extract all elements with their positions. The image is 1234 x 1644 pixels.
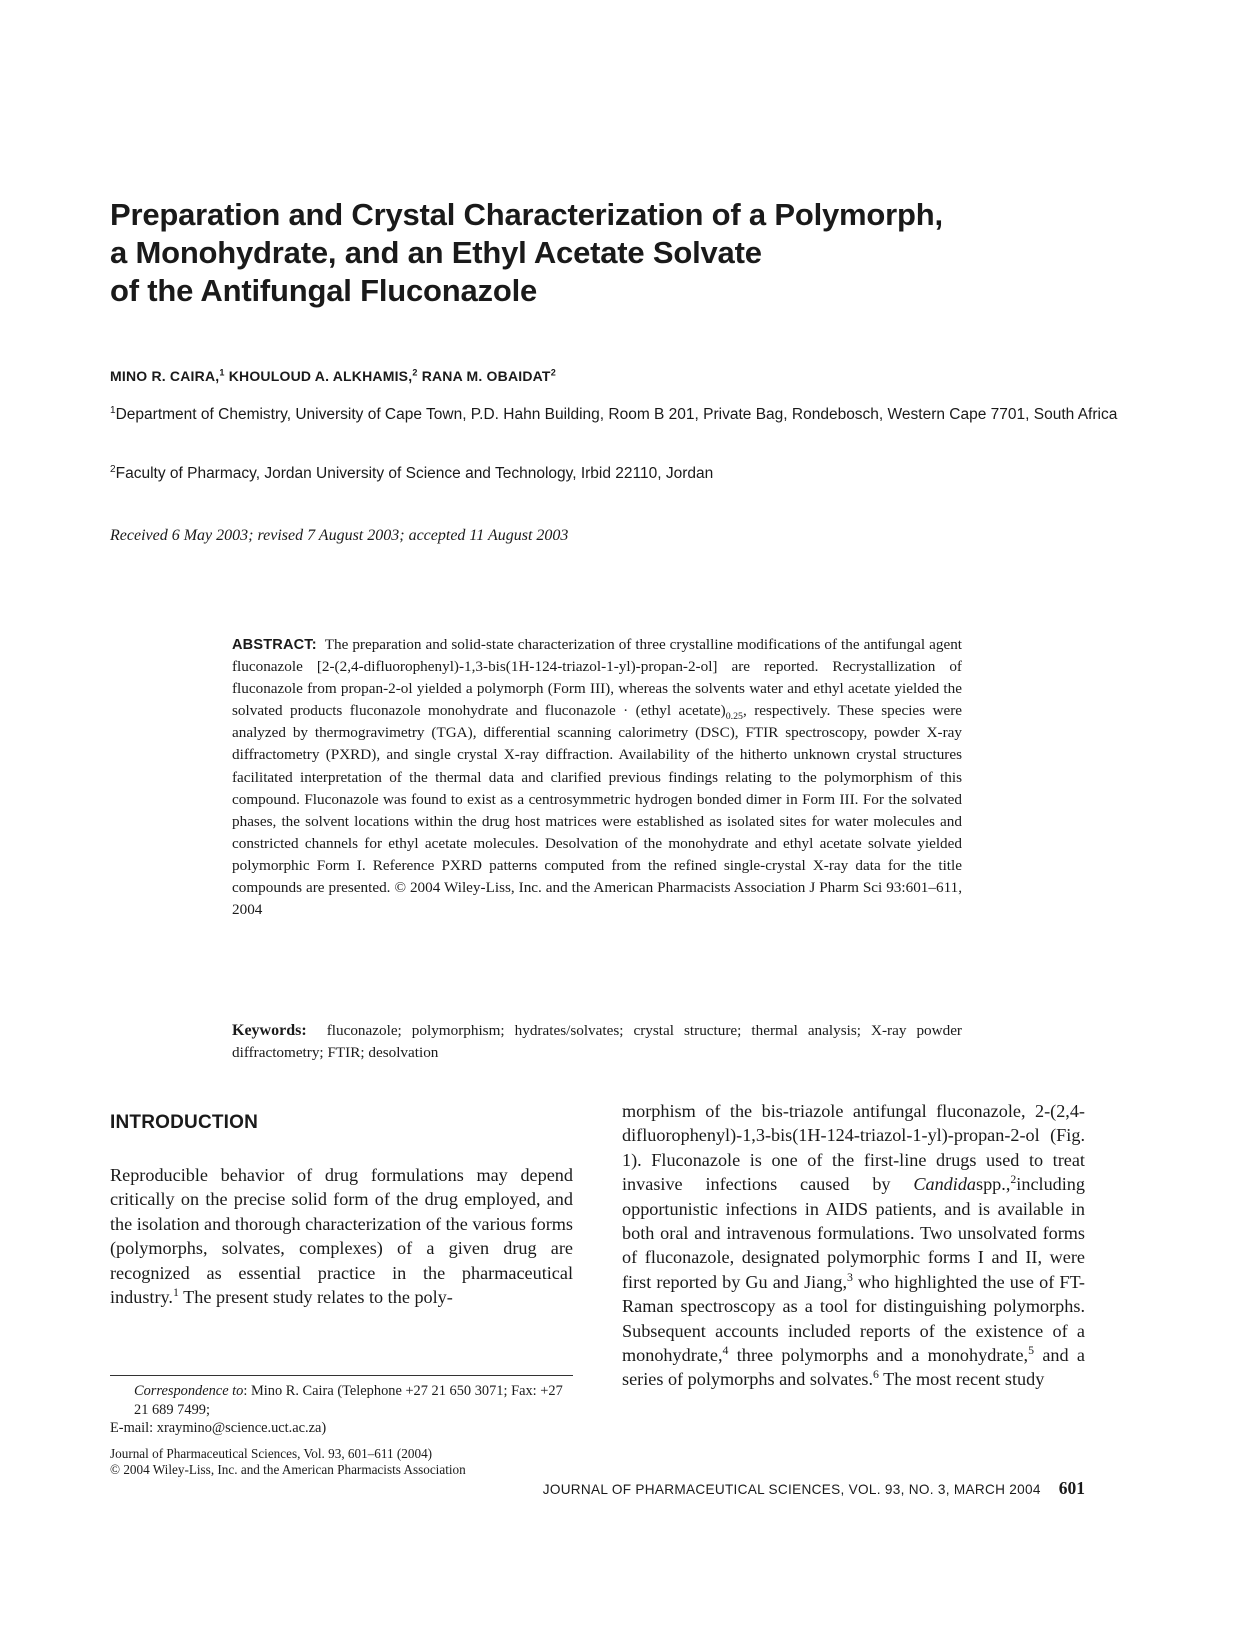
title-line: of the Antifungal Fluconazole — [110, 273, 538, 308]
italic-term: Candida — [913, 1174, 977, 1195]
citation-ref[interactable]: 6 — [873, 1367, 879, 1382]
body-text: and a series of polymorphs and solvates. — [622, 1345, 1085, 1390]
citation-ref[interactable]: 2 — [1010, 1172, 1017, 1187]
citation-ref[interactable]: 5 — [1028, 1343, 1035, 1357]
body-column-left — [110, 1163, 573, 1309]
body-text: The present study relates to the poly- — [178, 1287, 453, 1308]
affiliation-text: Department of Chemistry, University of Cape Town, P.D. Hahn Building, Room B 201, Private Bag, Rondebosch, Western Cape 7701, South Africa — [115, 406, 1118, 423]
correspondence-footnote — [110, 1382, 573, 1438]
abstract-text: The preparation and solid-state characterization of three crystalline modifications of the antifungal agent fluconazole [2-(2,4-difluorophenyl)-1,3-bis(1H-124-triazol-1-yl)-propan-2-ol] are reported. Recrystallization of fluconazole from propan-2-ol yielded a polymorph (Form III), whereas the solvents water and ethyl acetate yielded the solvated products fluconazole monohydrate and fluconazole · (ethyl acetate) — [232, 636, 963, 720]
body-text: Reproducible behavior of drug formulations may depend critically on the precise solid form of the drug employed, and the isolation and thorough characterization of the various forms (polymorphs, solvates, complexes) of a given drug are recognized as essential practice in the pharmaceutical industry. — [110, 1165, 573, 1308]
author-name: MINO R. CAIRA, — [110, 368, 220, 384]
page-number: 601 — [1058, 1478, 1085, 1498]
journal-copyright: © 2004 Wiley-Liss, Inc. and the American Pharmacists Association — [110, 1462, 466, 1477]
affiliation-text: Faculty of Pharmacy, Jordan University of Science and Technology, Irbid 22110, Jordan — [115, 465, 714, 482]
article-title — [110, 196, 1110, 310]
abstract-copyright: © 2004 Wiley-Liss, Inc. and the American Pharmacists Association J Pharm Sci 93:601–611, 2004 — [232, 879, 963, 919]
abstract-label: ABSTRACT: — [232, 637, 317, 653]
page-footer — [530, 1478, 1085, 1499]
keywords-label: Keywords: — [232, 1022, 307, 1039]
author-affiliation-mark: 2 — [412, 367, 418, 378]
correspondence-email[interactable]: E-mail: xraymino@science.uct.ac.za) — [110, 1420, 327, 1436]
journal-citation: Journal of Pharmaceutical Sciences, Vol. 93, 601–611 (2004) — [110, 1446, 433, 1461]
abstract — [232, 634, 962, 921]
affiliation-mark: 2 — [110, 463, 116, 475]
author-affiliation-mark: 2 — [550, 367, 556, 378]
correspondence-text: : Mino R. Caira (Telephone +27 21 650 3071; Fax: +27 21 689 7499; — [134, 1383, 563, 1418]
affiliation — [110, 463, 1140, 485]
running-head: JOURNAL OF PHARMACEUTICAL SCIENCES, VOL. 93, NO. 3, MARCH 2004 — [542, 1482, 1041, 1497]
section-heading: INTRODUCTION — [110, 1112, 259, 1133]
title-line: Preparation and Crystal Characterization of a Polymorph, — [110, 197, 943, 232]
author-list — [110, 368, 556, 384]
citation-ref[interactable]: 1 — [172, 1284, 179, 1299]
title-line: a Monohydrate, and an Ethyl Acetate Solvate — [110, 235, 762, 270]
footnote-divider — [110, 1375, 573, 1376]
keywords — [232, 1020, 962, 1064]
affiliation — [110, 404, 1140, 426]
body-text: The most recent study — [878, 1369, 1045, 1390]
body-text: who highlighted the use of FT-Raman spectroscopy as a tool for distinguishing polymorphs. Subsequent accounts included reports of the existence of a monohydrate, — [622, 1271, 1085, 1366]
correspondence-label: Correspondence to — [134, 1383, 244, 1399]
author-affiliation-mark: 1 — [219, 367, 225, 378]
citation-ref[interactable]: 4 — [722, 1343, 729, 1357]
keywords-text: fluconazole; polymorphism; hydrates/solvates; crystal structure; thermal analysis; X-ray powder diffractometry; FTIR; desolvation — [232, 1022, 962, 1062]
body-text: three polymorphs and a monohydrate, — [728, 1345, 1029, 1366]
author-name: KHOULOUD A. ALKHAMIS, — [228, 368, 413, 384]
author-name: RANA M. OBAIDAT — [421, 368, 551, 384]
abstract-subscript: 0.25 — [725, 711, 743, 723]
citation-ref[interactable]: 3 — [847, 1269, 853, 1284]
affiliation-mark: 1 — [110, 404, 116, 416]
received-dates: Received 6 May 2003; revised 7 August 2003; accepted 11 August 2003 — [110, 527, 569, 544]
journal-info — [110, 1446, 573, 1478]
abstract-text: , respectively. These species were analyzed by thermogravimetry (TGA), differential scanning calorimetry (DSC), FTIR spectroscopy, powder X-ray diffractometry (PXRD), and single crystal X-ray diffraction. Availability of the hitherto unknown crystal structures facilitated interpretation of the thermal data and clarified previous findings relating to the polymorphism of this compound. Fluconazole was found to exist as a centrosymmetric hydrogen bonded dimer in Form III. For the solvated phases, the solvent locations within the drug host matrices were established as isolated sites for water molecules and constricted channels for ethyl acetate molecules. Desolvation of the monohydrate and ethyl acetate solvate yielded polymorphic Form I. Reference PXRD patterns computed from the refined single-crystal X-ray data for the title compounds are presented. — [232, 702, 962, 897]
body-column-right — [622, 1099, 1085, 1392]
body-text: morphism of the bis-triazole antifungal fluconazole, 2-(2,4-difluorophenyl)-1,3-bis(1H-124-triazol-1-yl)-propan-2-ol (Fig. 1). Fluconazole is one of the first-line drugs used to treat invasive infections caused by — [622, 1101, 1085, 1195]
body-text: including opportunistic infections in AIDS patients, and is available in both oral and intravenous formulations. Two unsolvated forms of fluconazole, designated polymorphic forms I and II, were first reported by Gu and Jiang, — [622, 1174, 1085, 1292]
body-text: spp., — [976, 1174, 1011, 1195]
